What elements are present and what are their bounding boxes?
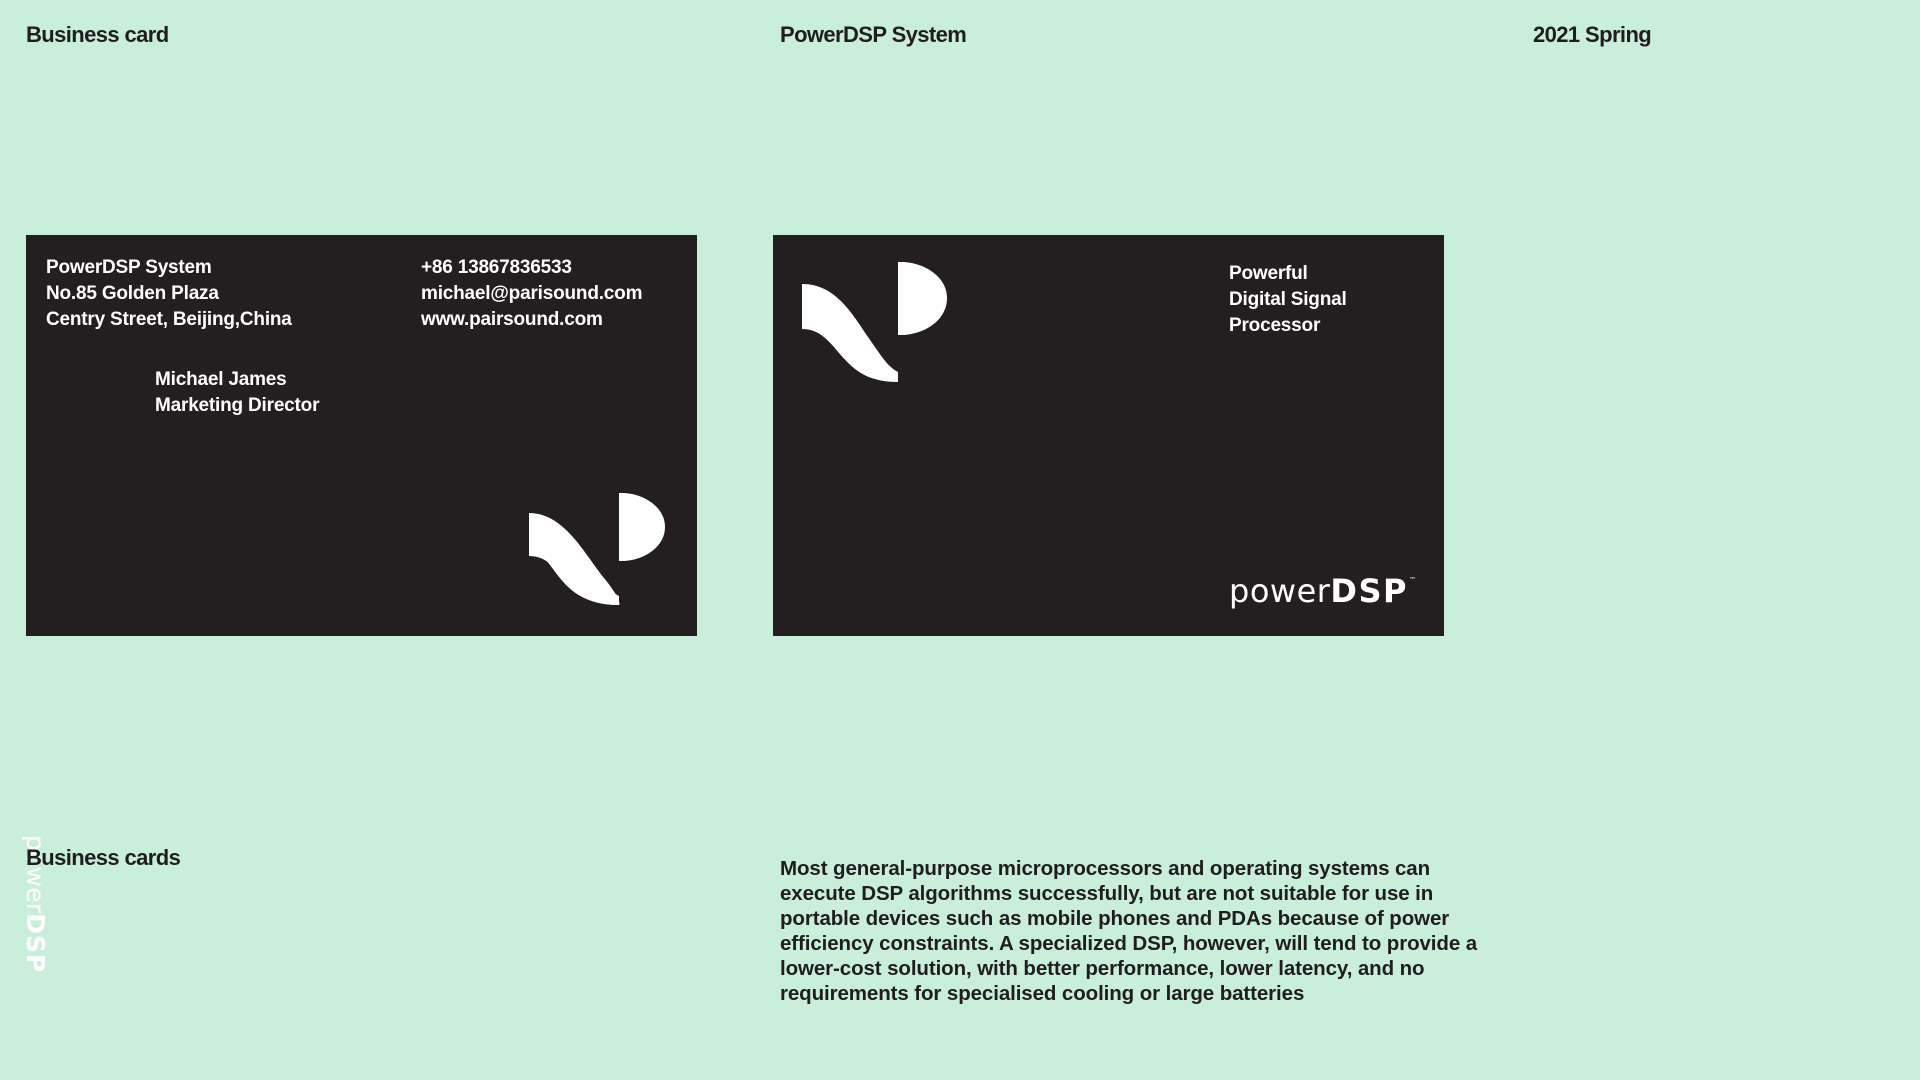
header-center-label: PowerDSP System [780,22,967,47]
description-line: portable devices such as mobile phones and PDAs because of power [780,907,1450,930]
tagline-line-2: Digital Signal [1229,289,1347,310]
header-right-label: 2021 Spring [1533,22,1652,47]
description-paragraph [780,856,1520,1006]
email-address: michael@parisound.com [421,283,643,304]
website-url: www.pairsound.com [421,309,603,330]
powerdsp-logo-mark-icon [802,262,947,382]
tagline-line-3: Processor [1229,315,1321,336]
phone-number: +86 13867836533 [421,257,572,278]
business-cards-label: Business cards [26,845,181,870]
description-line: efficiency constraints. A specialized DSP, however, will tend to provide a [780,932,1478,955]
description-line: lower-cost solution, with better performance, lower latency, and no [780,957,1425,980]
person-block [155,367,319,419]
business-card-back [773,235,1444,636]
company-name: PowerDSP System [46,257,212,278]
address-line-2: Centry Street, Beijing,China [46,309,292,330]
description-line: Most general-purpose microprocessors and operating systems can [780,857,1430,880]
powerdsp-logo-mark-icon [529,493,665,605]
powerdsp-wordmark [1229,572,1416,610]
description-line: requirements for specialised cooling or large batteries [780,982,1305,1005]
trademark-symbol: ™ [1408,576,1416,584]
address-line-1: No.85 Golden Plaza [46,283,219,304]
wordmark-dsp-text: DSP [21,913,50,974]
company-address-block [46,255,292,333]
wordmark-power-text: power [21,835,50,914]
tagline-line-1: Powerful [1229,263,1308,284]
contact-block [421,255,642,333]
header-left-label: Business card [26,22,169,47]
wordmark-dsp-text: DSP [1330,572,1408,610]
wordmark-power-text: power [1229,572,1331,610]
description-line: execute DSP algorithms successfully, but are not suitable for use in [780,882,1434,905]
tagline-block [1229,261,1347,339]
person-title: Marketing Director [155,395,320,416]
person-name: Michael James [155,369,287,390]
